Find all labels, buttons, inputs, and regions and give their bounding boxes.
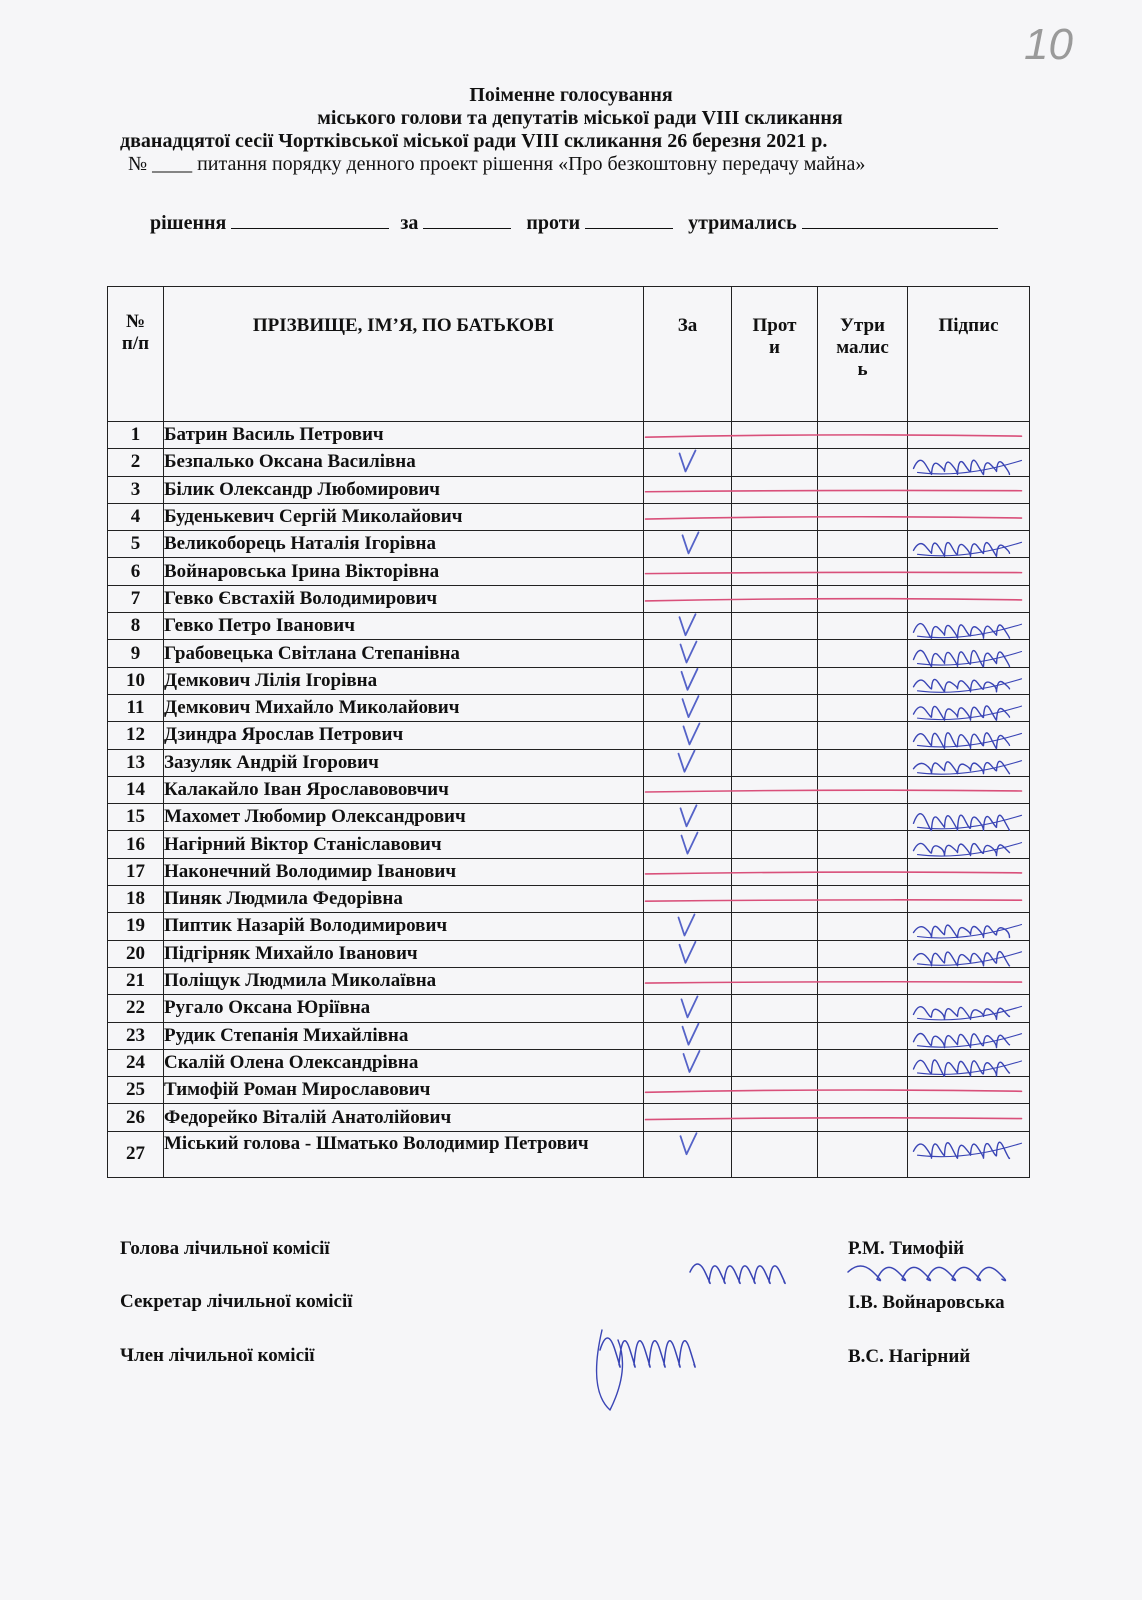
row-for-cell [644,1077,732,1104]
row-for-cell [644,776,732,803]
row-for-cell [644,694,732,721]
row-name: Войнаровська Ірина Вікторівна [164,558,644,585]
row-name: Пиптик Назарій Володимирович [164,913,644,940]
row-number: 26 [108,1104,164,1131]
header-num: № п/п [108,287,164,422]
row-abstain-cell [818,1022,908,1049]
row-name: Білик Олександр Любомирович [164,476,644,503]
for-blank [423,210,511,229]
row-number: 6 [108,558,164,585]
row-signature-cell [908,995,1030,1022]
page-number: 10 [1024,20,1073,69]
row-number: 23 [108,1022,164,1049]
row-name: Міський голова - Шматько Володимир Петрович [164,1131,644,1177]
row-signature-cell [908,804,1030,831]
row-abstain-cell [818,804,908,831]
header-abstain: Утри малис ь [818,287,908,422]
decision-blank [231,210,389,229]
row-against-cell [732,940,818,967]
against-label: проти [526,212,581,234]
row-number: 8 [108,613,164,640]
row-abstain-cell [818,1077,908,1104]
row-against-cell [732,913,818,940]
row-abstain-cell [818,585,908,612]
row-name: Наконечний Володимир Іванович [164,858,644,885]
row-abstain-cell [818,476,908,503]
row-number: 19 [108,913,164,940]
row-for-cell [644,422,732,449]
row-name: Великоборець Наталія Ігорівна [164,531,644,558]
row-signature-cell [908,940,1030,967]
table-row [108,1077,1030,1104]
row-number: 1 [108,422,164,449]
row-number: 13 [108,749,164,776]
table-row [108,886,1030,913]
row-abstain-cell [818,776,908,803]
secretary-name: І.В. Войнаровська [848,1292,1005,1313]
member-role: Член лічильної комісії [120,1345,315,1366]
abstained-blank [802,210,998,229]
against-blank [585,210,673,229]
row-name: Грабовецька Світлана Степанівна [164,640,644,667]
row-number: 20 [108,940,164,967]
table-row [108,422,1030,449]
row-number: 17 [108,858,164,885]
row-signature-cell [908,585,1030,612]
row-name: Скалій Олена Олександрівна [164,1049,644,1076]
row-abstain-cell [818,722,908,749]
row-signature-cell [908,558,1030,585]
row-signature-cell [908,1022,1030,1049]
chair-name: Р.М. Тимофій [848,1238,965,1259]
row-name: Демкович Лілія Ігорівна [164,667,644,694]
row-against-cell [732,967,818,994]
row-for-cell [644,940,732,967]
row-number: 27 [108,1131,164,1177]
row-name: Нагірний Віктор Станіславович [164,831,644,858]
row-number: 2 [108,449,164,476]
row-signature-cell [908,722,1030,749]
row-for-cell [644,722,732,749]
row-for-cell [644,1131,732,1177]
row-against-cell [732,585,818,612]
row-against-cell [732,422,818,449]
row-for-cell [644,995,732,1022]
table-row [108,1131,1030,1177]
row-number: 9 [108,640,164,667]
row-abstain-cell [818,995,908,1022]
row-name: Безпалько Оксана Василівна [164,449,644,476]
row-number: 25 [108,1077,164,1104]
row-against-cell [732,886,818,913]
table-row [108,694,1030,721]
row-number: 15 [108,804,164,831]
table-row [108,1049,1030,1076]
row-against-cell [732,804,818,831]
member-signature-loop-icon [597,1330,623,1410]
decision-label: рішення [150,212,227,234]
table-row [108,613,1030,640]
row-signature-cell [908,640,1030,667]
row-signature-cell [908,776,1030,803]
row-against-cell [732,694,818,721]
row-against-cell [732,449,818,476]
row-for-cell [644,503,732,530]
row-number: 7 [108,585,164,612]
row-abstain-cell [818,967,908,994]
row-name: Зазуляк Андрій Ігорович [164,749,644,776]
row-abstain-cell [818,531,908,558]
row-signature-cell [908,831,1030,858]
row-name: Поліщук Людмила Миколаївна [164,967,644,994]
row-signature-cell [908,967,1030,994]
row-signature-cell [908,1049,1030,1076]
table-row [108,831,1030,858]
header-agenda-item: № ____ питання порядку денного проект рішення «Про безкоштовну передачу майна» [128,153,866,175]
table-row [108,449,1030,476]
secretary-signature-icon [848,1266,1005,1281]
row-for-cell [644,967,732,994]
row-number: 16 [108,831,164,858]
row-name: Тимофій Роман Мирославович [164,1077,644,1104]
row-for-cell [644,667,732,694]
row-number: 21 [108,967,164,994]
row-against-cell [732,1077,818,1104]
row-against-cell [732,749,818,776]
row-abstain-cell [818,694,908,721]
row-against-cell [732,776,818,803]
vote-table [107,286,1030,1178]
row-signature-cell [908,913,1030,940]
row-for-cell [644,858,732,885]
table-row [108,1022,1030,1049]
decision-line [150,210,998,235]
table-row [108,913,1030,940]
abstained-label: утримались [688,212,797,234]
row-number: 5 [108,531,164,558]
row-abstain-cell [818,1104,908,1131]
row-name: Дзиндра Ярослав Петрович [164,722,644,749]
row-name: Пиняк Людмила Федорівна [164,886,644,913]
member-signature-icon [600,1338,695,1367]
row-signature-cell [908,667,1030,694]
row-against-cell [732,476,818,503]
table-row [108,722,1030,749]
row-abstain-cell [818,1049,908,1076]
table-row [108,585,1030,612]
row-name: Буденькевич Сергій Миколайович [164,503,644,530]
row-for-cell [644,831,732,858]
row-against-cell [732,667,818,694]
row-for-cell [644,1104,732,1131]
row-abstain-cell [818,667,908,694]
row-for-cell [644,531,732,558]
row-signature-cell [908,1077,1030,1104]
chair-role: Голова лічильної комісії [120,1238,330,1259]
row-signature-cell [908,422,1030,449]
header-title: Поіменне голосування [469,84,673,106]
table-row [108,940,1030,967]
row-abstain-cell [818,913,908,940]
row-for-cell [644,449,732,476]
row-abstain-cell [818,1131,908,1177]
member-name: В.С. Нагірний [848,1346,971,1367]
row-name: Гевко Євстахій Володимирович [164,585,644,612]
table-row [108,531,1030,558]
row-signature-cell [908,886,1030,913]
row-number: 3 [108,476,164,503]
document-header [0,84,1142,176]
row-number: 18 [108,886,164,913]
row-for-cell [644,913,732,940]
row-for-cell [644,613,732,640]
row-signature-cell [908,449,1030,476]
row-number: 10 [108,667,164,694]
row-against-cell [732,558,818,585]
secretary-role: Секретар лічильної комісії [120,1291,353,1312]
table-row [108,749,1030,776]
row-against-cell [732,722,818,749]
row-against-cell [732,1104,818,1131]
row-signature-cell [908,1104,1030,1131]
row-against-cell [732,613,818,640]
table-row [108,503,1030,530]
row-for-cell [644,640,732,667]
row-number: 4 [108,503,164,530]
row-signature-cell [908,694,1030,721]
row-name: Батрин Василь Петрович [164,422,644,449]
row-number: 12 [108,722,164,749]
row-for-cell [644,476,732,503]
row-signature-cell [908,858,1030,885]
table-row [108,640,1030,667]
row-against-cell [732,503,818,530]
table-row [108,967,1030,994]
row-signature-cell [908,1131,1030,1177]
row-abstain-cell [818,858,908,885]
row-number: 24 [108,1049,164,1076]
row-against-cell [732,858,818,885]
table-row [108,804,1030,831]
row-signature-cell [908,613,1030,640]
row-for-cell [644,585,732,612]
header-signature: Підпис [908,287,1030,422]
row-abstain-cell [818,503,908,530]
row-name: Гевко Петро Іванович [164,613,644,640]
row-name: Ругало Оксана Юріївна [164,995,644,1022]
row-against-cell [732,640,818,667]
table-row [108,1104,1030,1131]
row-abstain-cell [818,831,908,858]
row-for-cell [644,804,732,831]
row-for-cell [644,886,732,913]
secretary-signature-icon [690,1264,785,1283]
row-number: 14 [108,776,164,803]
table-row [108,476,1030,503]
table-header-row [108,287,1030,422]
row-signature-cell [908,476,1030,503]
row-signature-cell [908,531,1030,558]
table-row [108,858,1030,885]
row-abstain-cell [818,886,908,913]
row-against-cell [732,531,818,558]
row-abstain-cell [818,449,908,476]
row-name: Махомет Любомир Олександрович [164,804,644,831]
row-against-cell [732,1049,818,1076]
row-signature-cell [908,749,1030,776]
row-against-cell [732,1022,818,1049]
row-against-cell [732,995,818,1022]
row-abstain-cell [818,940,908,967]
header-name: ПРІЗВИЩЕ, ІМ’Я, ПО БАТЬКОВІ [164,287,644,422]
header-subtitle: міського голови та депутатів міської ради VIII скликання [317,107,843,129]
row-against-cell [732,1131,818,1177]
table-row [108,558,1030,585]
row-for-cell [644,558,732,585]
row-name: Калакайло Іван Ярославововчич [164,776,644,803]
header-against: Прот и [732,287,818,422]
row-for-cell [644,1022,732,1049]
row-name: Рудик Степанія Михайлівна [164,1022,644,1049]
header-for: За [644,287,732,422]
table-row [108,776,1030,803]
row-abstain-cell [818,613,908,640]
row-number: 22 [108,995,164,1022]
header-session: дванадцятої сесії Чортківської міської ради VIII скликання 26 березня 2021 р. [120,130,828,152]
row-against-cell [732,831,818,858]
row-signature-cell [908,503,1030,530]
row-abstain-cell [818,640,908,667]
table-row [108,995,1030,1022]
for-label: за [400,212,419,234]
row-for-cell [644,749,732,776]
row-name: Підгірняк Михайло Іванович [164,940,644,967]
row-for-cell [644,1049,732,1076]
row-abstain-cell [818,422,908,449]
row-name: Федорейко Віталій Анатолійович [164,1104,644,1131]
table-row [108,667,1030,694]
row-abstain-cell [818,558,908,585]
row-abstain-cell [818,749,908,776]
row-number: 11 [108,694,164,721]
row-name: Демкович Михайло Миколайович [164,694,644,721]
